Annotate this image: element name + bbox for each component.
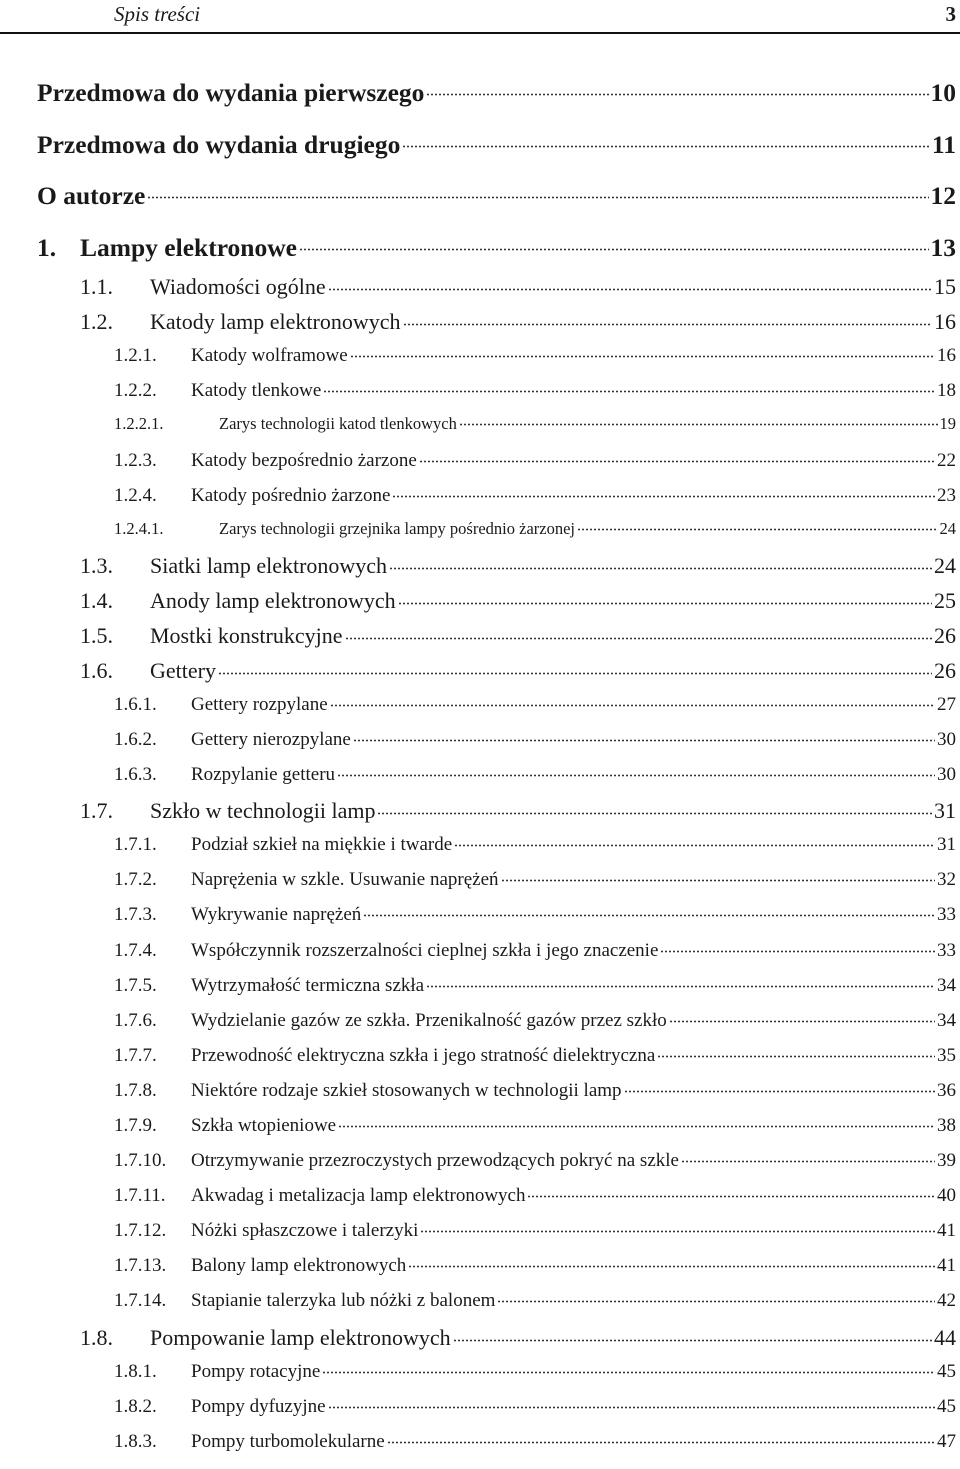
dot-leader [330, 691, 935, 710]
toc-entry-title: Katody pośrednio żarzone [191, 485, 391, 506]
dot-leader [527, 1182, 935, 1201]
toc-entry [114, 482, 956, 507]
dot-leader [403, 307, 933, 329]
toc-entry-page: 11 [931, 129, 956, 159]
toc-entry-number: 1.7.11. [114, 1185, 166, 1206]
toc-entry [80, 1323, 956, 1351]
toc-entry-title: Balony lamp elektronowych [191, 1255, 407, 1276]
toc-entry-number: 1.7.13. [114, 1255, 167, 1276]
toc-entry-title: Przewodność elektryczna szkła i jego stratność dielektryczna [191, 1045, 656, 1066]
page-number: 3 [945, 2, 956, 26]
toc-entry [80, 272, 956, 300]
toc-entry-page: 40 [937, 1185, 956, 1206]
toc-entry [114, 726, 956, 751]
toc-entry-number: 1.7.14. [114, 1290, 167, 1311]
toc-entry-number: 1.7.8. [114, 1080, 157, 1101]
toc-entry-title: Rozpylanie getteru [191, 764, 336, 785]
toc-entry-title: Szkło w technologii lamp [150, 798, 376, 823]
toc-entry-number: 1.6.1. [114, 694, 157, 715]
toc-entry-title: Zarys technologii katod tlenkowych [219, 413, 457, 433]
toc-entry-title: Katody lamp elektronowych [150, 309, 401, 334]
dot-leader [377, 796, 932, 818]
toc-entry-page: 27 [937, 694, 956, 715]
toc-entry-page: 39 [937, 1150, 956, 1171]
toc-entry-title: Katody wolframowe [191, 345, 348, 366]
toc-entry-number: 1.7.5. [114, 975, 157, 996]
toc-entry [114, 761, 956, 786]
toc-entry-number: 1.1. [80, 274, 113, 299]
toc-entry [114, 1393, 956, 1418]
dot-leader [299, 230, 929, 256]
toc-entry-title: Wiadomości ogólne [150, 274, 326, 299]
toc-entry-number: 1.6. [80, 658, 113, 683]
toc-entry-title: Wykrywanie naprężeń [191, 904, 362, 925]
toc-entry-page: 15 [934, 274, 956, 299]
dot-leader [350, 342, 935, 361]
toc-entry-page: 26 [934, 623, 956, 648]
toc-entry-page: 16 [934, 309, 956, 334]
toc-entry-title: Gettery [150, 658, 216, 683]
toc-entry-number: 1.7.3. [114, 904, 157, 925]
dot-leader [345, 621, 933, 643]
toc-entry [114, 691, 956, 716]
toc-entry-title: Lampy elektronowe [80, 232, 297, 262]
toc-entry-number: 1.7.10. [114, 1150, 167, 1171]
toc-entry [80, 621, 956, 649]
toc-entry [114, 1007, 956, 1032]
toc-entry-title: Gettery rozpylane [191, 694, 328, 715]
toc-entry-title: Pompy rotacyjne [191, 1361, 321, 1382]
toc-entry-number: 1.7.7. [114, 1045, 157, 1066]
dot-leader [363, 901, 935, 920]
dot-leader [328, 272, 932, 294]
toc-entry-title: Przedmowa do wydania pierwszego [37, 77, 425, 107]
toc-entry-title: Pompy dyfuzyjne [191, 1396, 326, 1417]
toc-entry [114, 937, 956, 962]
dot-leader [681, 1147, 935, 1166]
toc-entry-page: 44 [934, 1325, 956, 1350]
toc-entry [37, 75, 956, 108]
dot-leader [408, 1252, 935, 1271]
toc-entry [80, 307, 956, 335]
toc-entry [114, 866, 956, 891]
toc-entry-title: Pompy turbomolekularne [191, 1431, 385, 1452]
toc-entry-title: Niektóre rodzaje szkieł stosowanych w technologii lamp [191, 1080, 622, 1101]
toc-entry-page: 41 [937, 1220, 956, 1241]
dot-leader [453, 1323, 932, 1345]
toc-entry [114, 1042, 956, 1067]
toc-entry-number: 1.8.2. [114, 1396, 157, 1417]
toc-entry-page: 34 [937, 975, 956, 996]
toc-entry [114, 342, 956, 367]
toc-entry-title: Otrzymywanie przezroczystych przewodzących pokryć na szkle [191, 1150, 679, 1171]
dot-leader [353, 726, 935, 745]
toc-entry-number: 1.3. [80, 553, 113, 578]
dot-leader [323, 377, 935, 396]
toc-entry-title: Współczynnik rozszerzalności cieplnej szkła i jego znaczenie [191, 940, 659, 961]
dot-leader [322, 1358, 935, 1377]
dot-leader [147, 178, 928, 204]
toc-entry [114, 1358, 956, 1383]
toc-entry-number: 1.2.1. [114, 345, 157, 366]
dot-leader [218, 656, 932, 678]
toc-entry [114, 1287, 956, 1312]
toc-entry-page: 24 [934, 553, 956, 578]
toc-entry-number: 1.2.3. [114, 450, 157, 471]
toc-entry-title: Przedmowa do wydania drugiego [37, 129, 401, 159]
toc-entry-title: Akwadag i metalizacja lamp elektronowych [191, 1185, 526, 1206]
toc-entry-number: 1.7.12. [114, 1220, 167, 1241]
dot-leader [328, 1393, 935, 1412]
toc-entry [114, 412, 956, 434]
toc-entry-page: 30 [937, 764, 956, 785]
toc-entry-title: Mostki konstrukcyjne [150, 623, 343, 648]
toc-entry-title: Stapianie talerzyka lub nóżki z balonem [191, 1290, 496, 1311]
dot-leader [419, 447, 935, 466]
toc-entry [114, 1112, 956, 1137]
toc-entry-title: Anody lamp elektronowych [150, 588, 396, 613]
dot-leader [454, 831, 935, 850]
toc-entry [37, 127, 956, 160]
toc-entry [80, 586, 956, 614]
toc-entry [114, 1428, 956, 1453]
dot-leader [402, 127, 930, 153]
toc-entry [114, 1147, 956, 1172]
toc-entry-title: Gettery nierozpylane [191, 729, 351, 750]
dot-leader [660, 937, 935, 956]
toc-entry-page: 32 [937, 869, 956, 890]
dot-leader [657, 1042, 935, 1061]
toc-entry-title: Zarys technologii grzejnika lampy pośrednio żarzonej [219, 518, 575, 538]
toc-entry-page: 45 [937, 1361, 956, 1382]
toc-entry-page: 10 [930, 77, 956, 107]
dot-leader [398, 586, 932, 608]
toc-entry-number: 1.7.4. [114, 940, 157, 961]
dot-leader [392, 482, 935, 501]
dot-leader [669, 1007, 935, 1026]
toc-entry-title: Nóżki spłaszczowe i talerzyki [191, 1220, 419, 1241]
dot-leader [338, 1112, 935, 1131]
dot-leader [387, 1428, 935, 1447]
toc-entry-page: 31 [934, 798, 956, 823]
toc-entry-page: 19 [939, 413, 956, 433]
toc-entry [37, 230, 956, 263]
toc-entry-page: 36 [937, 1080, 956, 1101]
toc-entry [80, 656, 956, 684]
toc-entry-title: Wytrzymałość termiczna szkła [191, 975, 425, 996]
toc-entry-page: 33 [937, 940, 956, 961]
toc-entry [114, 377, 956, 402]
toc-entry-page: 22 [937, 450, 956, 471]
dot-leader [337, 761, 935, 780]
toc-entry-title: Pompowanie lamp elektronowych [150, 1325, 451, 1350]
toc-entry-number: 1. [37, 232, 57, 262]
toc-entry [37, 178, 956, 211]
toc-entry-page: 30 [937, 729, 956, 750]
toc-entry-page: 18 [937, 380, 956, 401]
toc-entry-page: 23 [937, 485, 956, 506]
dot-leader [426, 972, 935, 991]
toc-entry [114, 1182, 956, 1207]
toc-entry-number: 1.8.3. [114, 1431, 157, 1452]
toc-entry-title: Podział szkieł na miękkie i twarde [191, 834, 453, 855]
toc-entry-page: 34 [937, 1010, 956, 1031]
toc-entry-number: 1.7. [80, 798, 113, 823]
toc-entry-title: Naprężenia w szkle. Usuwanie naprężeń [191, 869, 499, 890]
dot-leader [459, 412, 938, 429]
toc-entry-page: 31 [937, 834, 956, 855]
toc-entry [114, 831, 956, 856]
toc-entry-number: 1.2.2. [114, 380, 157, 401]
toc-entry-page: 25 [934, 588, 956, 613]
dot-leader [577, 517, 938, 534]
toc-entry-page: 24 [939, 518, 956, 538]
toc-entry-page: 26 [934, 658, 956, 683]
toc-entry [114, 447, 956, 472]
toc-entry-title: Szkła wtopieniowe [191, 1115, 337, 1136]
toc-entry-number: 1.2.4.1. [114, 518, 164, 538]
toc-entry-page: 35 [937, 1045, 956, 1066]
toc-entry-page: 12 [930, 180, 956, 210]
toc-entry-page: 47 [937, 1431, 956, 1452]
toc-entry-page: 42 [937, 1290, 956, 1311]
toc-entry [114, 1077, 956, 1102]
dot-leader [501, 866, 935, 885]
dot-leader [497, 1287, 935, 1306]
toc-entry-number: 1.4. [80, 588, 113, 613]
toc-entry [114, 901, 956, 926]
toc-entry [80, 796, 956, 824]
toc-entry-page: 38 [937, 1115, 956, 1136]
toc-entry-title: Katody bezpośrednio żarzone [191, 450, 417, 471]
dot-leader [420, 1217, 935, 1236]
toc-entry-number: 1.6.3. [114, 764, 157, 785]
toc-entry-number: 1.5. [80, 623, 113, 648]
toc-entry [114, 1252, 956, 1277]
toc-entry [114, 972, 956, 997]
toc-entry-number: 1.7.6. [114, 1010, 157, 1031]
toc-entry-title: Wydzielanie gazów ze szkła. Przenikalność gazów przez szkło [191, 1010, 667, 1031]
toc-entry-page: 45 [937, 1396, 956, 1417]
toc-entry-number: 1.2. [80, 309, 113, 334]
toc-entry-number: 1.7.2. [114, 869, 157, 890]
toc-entry-title: Siatki lamp elektronowych [150, 553, 388, 578]
toc-entry-number: 1.2.4. [114, 485, 157, 506]
dot-leader [426, 75, 928, 101]
dot-leader [389, 551, 932, 573]
toc-entry-number: 1.8.1. [114, 1361, 157, 1382]
toc-entry-number: 1.8. [80, 1325, 113, 1350]
toc-entry [114, 1217, 956, 1242]
toc-entry-page: 41 [937, 1255, 956, 1276]
toc-entry-page: 16 [937, 345, 956, 366]
running-head-title: Spis treści [114, 2, 201, 26]
toc-entry-number: 1.7.1. [114, 834, 157, 855]
toc-entry-page: 13 [930, 232, 956, 262]
toc-entry-page: 33 [937, 904, 956, 925]
toc-entry-number: 1.2.2.1. [114, 413, 164, 433]
toc-entry-title: Katody tlenkowe [191, 380, 322, 401]
toc-entry [114, 517, 956, 539]
toc-entry-number: 1.6.2. [114, 729, 157, 750]
dot-leader [624, 1077, 935, 1096]
page-header [0, 0, 960, 34]
toc-entry [80, 551, 956, 579]
toc-entry-number: 1.7.9. [114, 1115, 157, 1136]
toc-entry-title: O autorze [37, 180, 146, 210]
